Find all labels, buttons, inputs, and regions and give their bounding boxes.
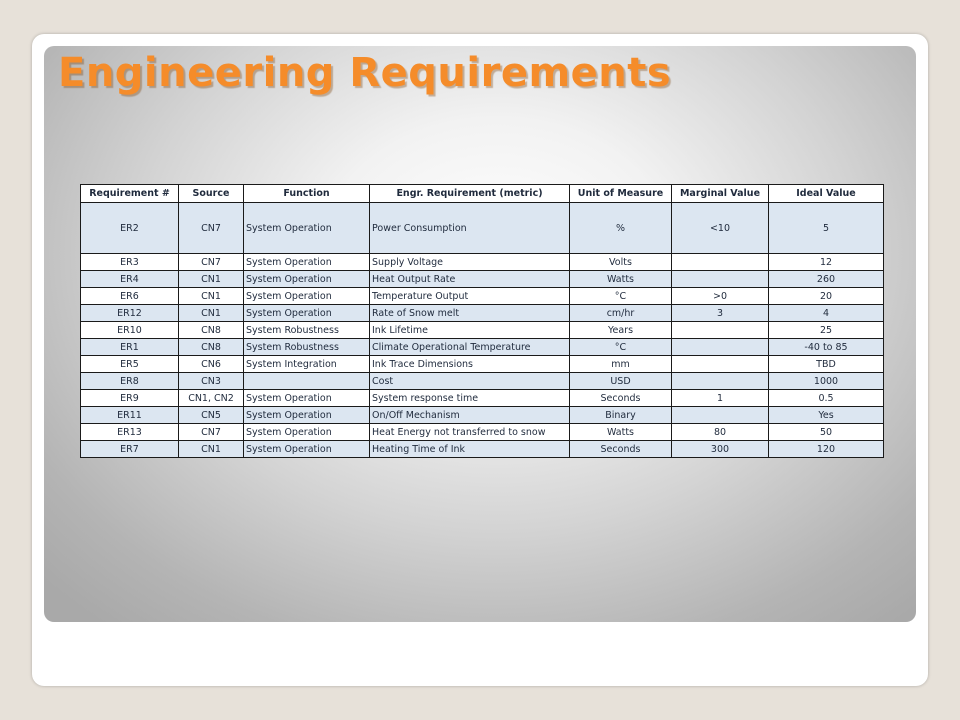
cell-requirement-id: ER2 [81, 203, 179, 254]
cell-unit: Watts [570, 271, 672, 288]
table-body [81, 203, 884, 458]
cell-source: CN3 [179, 373, 244, 390]
cell-requirement-id: ER5 [81, 356, 179, 373]
table-row [81, 424, 884, 441]
cell-unit: Watts [570, 424, 672, 441]
cell-engr-requirement: Power Consumption [370, 203, 570, 254]
cell-unit: cm/hr [570, 305, 672, 322]
cell-ideal-value: 4 [769, 305, 884, 322]
col-header-engr-requirement: Engr. Requirement (metric) [370, 185, 570, 203]
table-row [81, 441, 884, 458]
cell-engr-requirement: Heat Output Rate [370, 271, 570, 288]
cell-marginal-value: <10 [672, 203, 769, 254]
cell-unit: Years [570, 322, 672, 339]
cell-function: System Integration [244, 356, 370, 373]
cell-marginal-value [672, 339, 769, 356]
cell-marginal-value [672, 254, 769, 271]
table-row [81, 373, 884, 390]
col-header-requirement: Requirement # [81, 185, 179, 203]
table-row [81, 305, 884, 322]
cell-marginal-value [672, 322, 769, 339]
cell-unit: USD [570, 373, 672, 390]
cell-unit: Seconds [570, 390, 672, 407]
cell-engr-requirement: System response time [370, 390, 570, 407]
cell-engr-requirement: Temperature Output [370, 288, 570, 305]
table-row [81, 339, 884, 356]
cell-source: CN7 [179, 203, 244, 254]
table-row [81, 288, 884, 305]
cell-requirement-id: ER9 [81, 390, 179, 407]
cell-requirement-id: ER12 [81, 305, 179, 322]
cell-engr-requirement: Cost [370, 373, 570, 390]
slide-title: Engineering Requirements [58, 50, 672, 96]
cell-requirement-id: ER11 [81, 407, 179, 424]
cell-marginal-value [672, 356, 769, 373]
cell-requirement-id: ER8 [81, 373, 179, 390]
cell-requirement-id: ER7 [81, 441, 179, 458]
table-row [81, 322, 884, 339]
cell-source: CN7 [179, 424, 244, 441]
cell-unit: Volts [570, 254, 672, 271]
cell-function: System Operation [244, 390, 370, 407]
table-row [81, 203, 884, 254]
cell-unit: Seconds [570, 441, 672, 458]
cell-engr-requirement: Ink Lifetime [370, 322, 570, 339]
cell-source: CN7 [179, 254, 244, 271]
cell-function: System Operation [244, 305, 370, 322]
cell-engr-requirement: On/Off Mechanism [370, 407, 570, 424]
cell-ideal-value: 120 [769, 441, 884, 458]
cell-source: CN8 [179, 322, 244, 339]
col-header-ideal: Ideal Value [769, 185, 884, 203]
cell-unit: % [570, 203, 672, 254]
cell-function: System Robustness [244, 322, 370, 339]
cell-requirement-id: ER13 [81, 424, 179, 441]
requirements-table-container [80, 184, 883, 458]
cell-function: System Operation [244, 203, 370, 254]
cell-unit: °C [570, 288, 672, 305]
requirements-table [80, 184, 884, 458]
cell-function: System Operation [244, 271, 370, 288]
cell-source: CN6 [179, 356, 244, 373]
cell-unit: mm [570, 356, 672, 373]
cell-engr-requirement: Climate Operational Temperature [370, 339, 570, 356]
cell-ideal-value: TBD [769, 356, 884, 373]
cell-ideal-value: Yes [769, 407, 884, 424]
cell-ideal-value: -40 to 85 [769, 339, 884, 356]
cell-function: System Operation [244, 254, 370, 271]
cell-source: CN5 [179, 407, 244, 424]
cell-unit: Binary [570, 407, 672, 424]
cell-ideal-value: 5 [769, 203, 884, 254]
col-header-function: Function [244, 185, 370, 203]
cell-marginal-value: 80 [672, 424, 769, 441]
cell-function: System Operation [244, 424, 370, 441]
cell-marginal-value [672, 407, 769, 424]
cell-requirement-id: ER3 [81, 254, 179, 271]
cell-ideal-value: 50 [769, 424, 884, 441]
cell-engr-requirement: Rate of Snow melt [370, 305, 570, 322]
cell-ideal-value: 25 [769, 322, 884, 339]
cell-marginal-value: 300 [672, 441, 769, 458]
cell-ideal-value: 12 [769, 254, 884, 271]
table-header-row [81, 185, 884, 203]
cell-function: System Robustness [244, 339, 370, 356]
cell-ideal-value: 260 [769, 271, 884, 288]
cell-marginal-value [672, 373, 769, 390]
cell-source: CN8 [179, 339, 244, 356]
cell-engr-requirement: Supply Voltage [370, 254, 570, 271]
table-row [81, 390, 884, 407]
cell-unit: °C [570, 339, 672, 356]
cell-engr-requirement: Ink Trace Dimensions [370, 356, 570, 373]
cell-requirement-id: ER6 [81, 288, 179, 305]
cell-source: CN1 [179, 305, 244, 322]
cell-marginal-value [672, 271, 769, 288]
cell-requirement-id: ER10 [81, 322, 179, 339]
cell-marginal-value: 3 [672, 305, 769, 322]
cell-function [244, 373, 370, 390]
cell-source: CN1 [179, 271, 244, 288]
cell-engr-requirement: Heating Time of Ink [370, 441, 570, 458]
table-row [81, 356, 884, 373]
cell-engr-requirement: Heat Energy not transferred to snow [370, 424, 570, 441]
cell-requirement-id: ER1 [81, 339, 179, 356]
cell-function: System Operation [244, 288, 370, 305]
cell-source: CN1 [179, 288, 244, 305]
cell-source: CN1 [179, 441, 244, 458]
cell-function: System Operation [244, 407, 370, 424]
table-row [81, 407, 884, 424]
col-header-source: Source [179, 185, 244, 203]
table-row [81, 271, 884, 288]
cell-ideal-value: 1000 [769, 373, 884, 390]
cell-requirement-id: ER4 [81, 271, 179, 288]
table-row [81, 254, 884, 271]
cell-source: CN1, CN2 [179, 390, 244, 407]
cell-ideal-value: 20 [769, 288, 884, 305]
cell-ideal-value: 0.5 [769, 390, 884, 407]
cell-marginal-value: 1 [672, 390, 769, 407]
col-header-unit: Unit of Measure [570, 185, 672, 203]
cell-marginal-value: >0 [672, 288, 769, 305]
col-header-marginal: Marginal Value [672, 185, 769, 203]
cell-function: System Operation [244, 441, 370, 458]
